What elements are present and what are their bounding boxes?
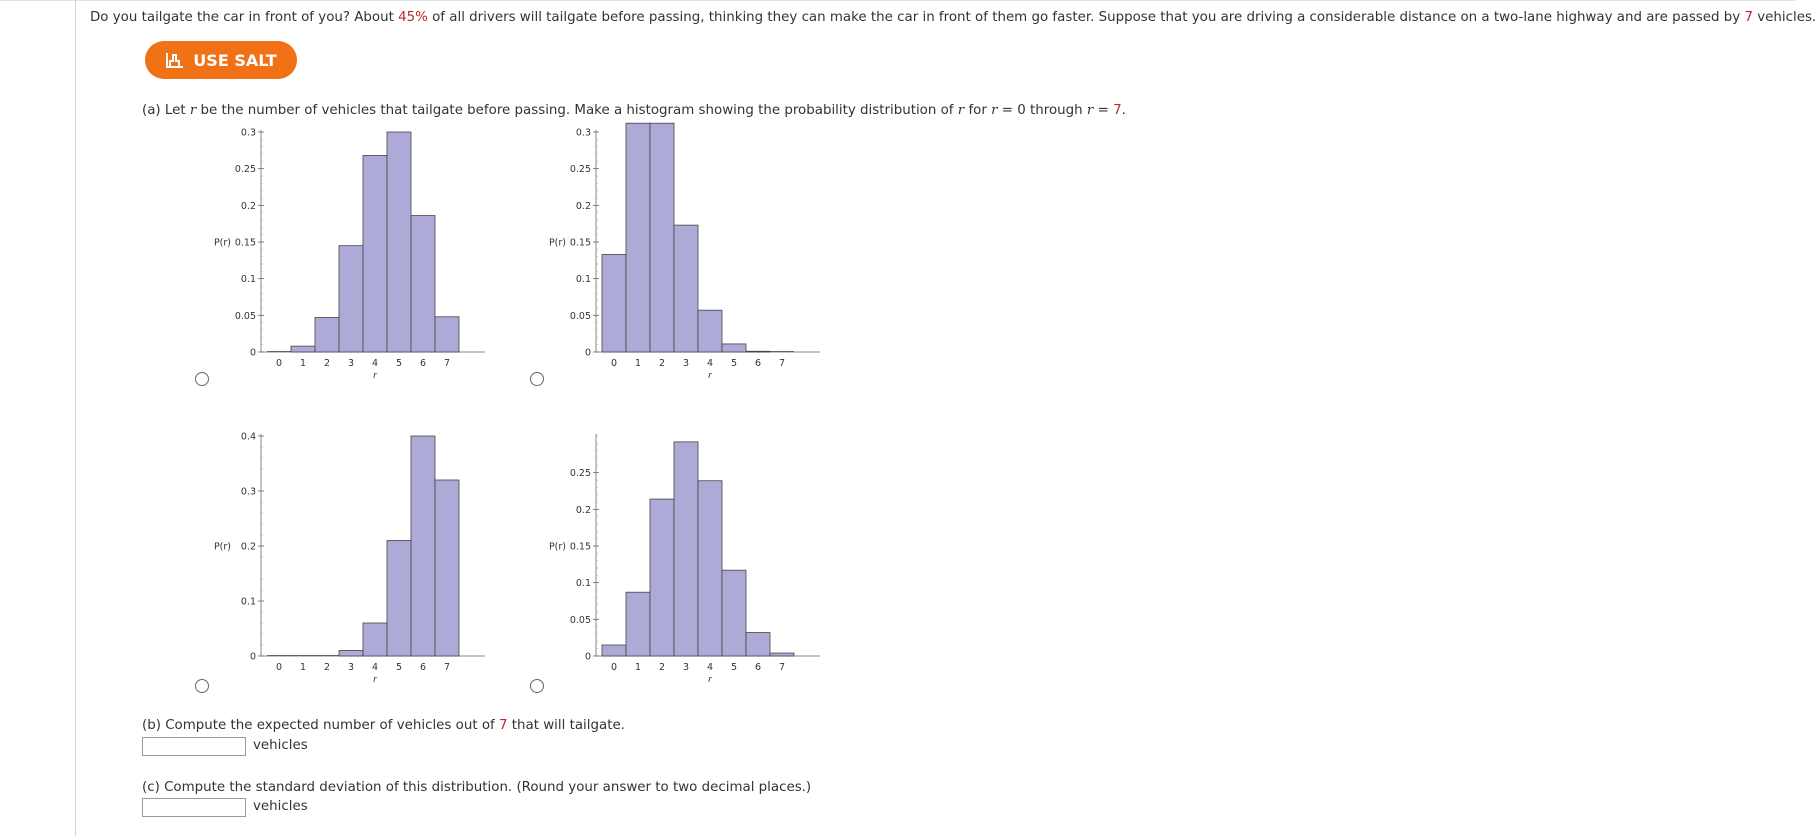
x-tick-label: 4 xyxy=(706,662,714,673)
top-divider xyxy=(0,0,1795,1)
part-c-unit: vehicles xyxy=(253,799,308,814)
x-tick-label: 3 xyxy=(682,662,690,673)
x-tick-label: 6 xyxy=(419,662,427,673)
y-tick-label: 0 xyxy=(249,651,256,663)
std-dev-input[interactable] xyxy=(142,798,246,817)
y-tick-label: 0.25 xyxy=(234,164,256,176)
x-tick-label: 0 xyxy=(610,662,618,673)
y-tick-label: 0 xyxy=(249,347,256,359)
y-tick-label: 0 xyxy=(584,651,591,663)
part-b-unit: vehicles xyxy=(253,738,308,753)
x-tick-label: 3 xyxy=(347,358,355,369)
x-tick-label: 3 xyxy=(347,662,355,673)
y-tick-label: 0.15 xyxy=(569,541,591,553)
y-tick-label: 0.1 xyxy=(240,596,256,608)
x-tick-label: 0 xyxy=(610,358,618,369)
x-axis-title: r xyxy=(373,371,377,381)
histogram-bar xyxy=(602,254,626,352)
x-axis-title: r xyxy=(373,675,377,685)
histogram-bar xyxy=(387,132,411,352)
histogram-bar xyxy=(315,318,339,352)
x-tick-label: 7 xyxy=(778,662,786,673)
salt-chart-icon xyxy=(165,51,185,69)
histogram-bar xyxy=(626,592,650,656)
histogram-bar xyxy=(746,633,770,656)
histogram-bar xyxy=(674,442,698,656)
x-axis-title: r xyxy=(708,371,712,381)
histogram-bar xyxy=(722,570,746,656)
x-tick-label: 5 xyxy=(395,358,403,369)
histogram-option-4 xyxy=(540,428,840,690)
y-tick-label: 0.25 xyxy=(569,468,591,480)
histogram-bar xyxy=(363,155,387,352)
x-axis-title: r xyxy=(708,675,712,685)
x-tick-label: 6 xyxy=(754,358,762,369)
histogram-bar xyxy=(698,481,722,656)
y-tick-label: 0.2 xyxy=(240,200,256,212)
y-tick-label: 0.1 xyxy=(240,274,256,286)
x-tick-label: 1 xyxy=(634,358,642,369)
histogram-bar xyxy=(650,123,674,352)
part-a-prompt: (a) Let r be the number of vehicles that tailgate before passing. Make a histogram showing the probability distribution of r for r = 0 through r = 7. xyxy=(142,103,1126,118)
question-intro: Do you tailgate the car in front of you? About 45% of all drivers will tailgate before passing, thinking they can make the car in front of them go faster. Suppose that you are driving a considerable distance on a two-lane highway and are passed by 7 vehicles. xyxy=(90,10,1816,25)
use-salt-label: USE SALT xyxy=(193,50,277,70)
histogram-bar xyxy=(435,317,459,352)
histogram-bar xyxy=(411,436,435,656)
y-tick-label: 0.2 xyxy=(575,200,591,212)
x-tick-label: 2 xyxy=(658,358,666,369)
y-tick-label: 0.15 xyxy=(569,237,591,249)
x-tick-label: 5 xyxy=(730,358,738,369)
x-tick-label: 4 xyxy=(371,662,379,673)
x-tick-label: 4 xyxy=(371,358,379,369)
y-axis-title: P(r) xyxy=(213,541,231,553)
y-tick-label: 0.2 xyxy=(575,504,591,516)
histogram-bar xyxy=(626,123,650,352)
y-tick-label: 0.3 xyxy=(240,486,256,498)
option-2-radio[interactable] xyxy=(530,372,544,386)
option-3-radio[interactable] xyxy=(195,679,209,693)
histogram-bar xyxy=(650,499,674,656)
histogram-bar xyxy=(722,344,746,352)
x-tick-label: 2 xyxy=(323,662,331,673)
part-b-prompt: (b) Compute the expected number of vehicles out of 7 that will tailgate. xyxy=(142,718,625,733)
x-tick-label: 0 xyxy=(275,662,283,673)
x-tick-label: 4 xyxy=(706,358,714,369)
x-tick-label: 5 xyxy=(730,662,738,673)
histogram-option-3 xyxy=(205,428,505,690)
expected-value-input[interactable] xyxy=(142,737,246,756)
use-salt-button[interactable] xyxy=(145,41,297,79)
y-axis-title: P(r) xyxy=(548,237,566,249)
histogram-bar xyxy=(339,246,363,352)
x-tick-label: 7 xyxy=(443,358,451,369)
y-tick-label: 0.05 xyxy=(569,310,591,322)
y-tick-label: 0.1 xyxy=(575,274,591,286)
x-tick-label: 2 xyxy=(323,358,331,369)
histogram-bar xyxy=(602,645,626,656)
x-tick-label: 3 xyxy=(682,358,690,369)
vehicles-passed-count: 7 xyxy=(1744,10,1753,25)
x-tick-label: 0 xyxy=(275,358,283,369)
left-divider xyxy=(75,0,76,836)
histogram-bar xyxy=(291,346,315,352)
y-tick-label: 0 xyxy=(584,347,591,359)
histogram-option-2 xyxy=(540,124,840,386)
y-tick-label: 0.3 xyxy=(240,127,256,139)
x-tick-label: 7 xyxy=(778,358,786,369)
option-4-radio[interactable] xyxy=(530,679,544,693)
y-axis-title: P(r) xyxy=(548,541,566,553)
y-tick-label: 0.4 xyxy=(240,431,256,443)
histogram-bar xyxy=(770,653,794,656)
histogram-bar xyxy=(363,623,387,656)
y-tick-label: 0.05 xyxy=(234,310,256,322)
y-tick-label: 0.25 xyxy=(569,164,591,176)
y-axis-title: P(r) xyxy=(213,237,231,249)
y-tick-label: 0.1 xyxy=(575,578,591,590)
histogram-bar xyxy=(411,216,435,352)
x-tick-label: 7 xyxy=(443,662,451,673)
x-tick-label: 1 xyxy=(299,358,307,369)
tailgate-percent: 45% xyxy=(398,10,428,25)
part-b-n: 7 xyxy=(498,718,508,733)
y-tick-label: 0.05 xyxy=(569,614,591,626)
y-tick-label: 0.15 xyxy=(234,237,256,249)
histogram-bar xyxy=(698,310,722,352)
x-tick-label: 1 xyxy=(299,662,307,673)
y-tick-label: 0.3 xyxy=(575,127,591,139)
x-tick-label: 6 xyxy=(754,662,762,673)
x-tick-label: 5 xyxy=(395,662,403,673)
histogram-bar xyxy=(435,480,459,656)
part-c-prompt: (c) Compute the standard deviation of this distribution. (Round your answer to two decimal places.) xyxy=(142,780,812,795)
histogram-option-1 xyxy=(205,124,505,386)
histogram-bar xyxy=(746,351,770,352)
x-tick-label: 6 xyxy=(419,358,427,369)
histogram-bar xyxy=(674,225,698,352)
x-tick-label: 1 xyxy=(634,662,642,673)
histogram-bar xyxy=(387,541,411,657)
option-1-radio[interactable] xyxy=(195,372,209,386)
histogram-bar xyxy=(339,651,363,657)
x-tick-label: 2 xyxy=(658,662,666,673)
y-tick-label: 0.2 xyxy=(240,541,256,553)
